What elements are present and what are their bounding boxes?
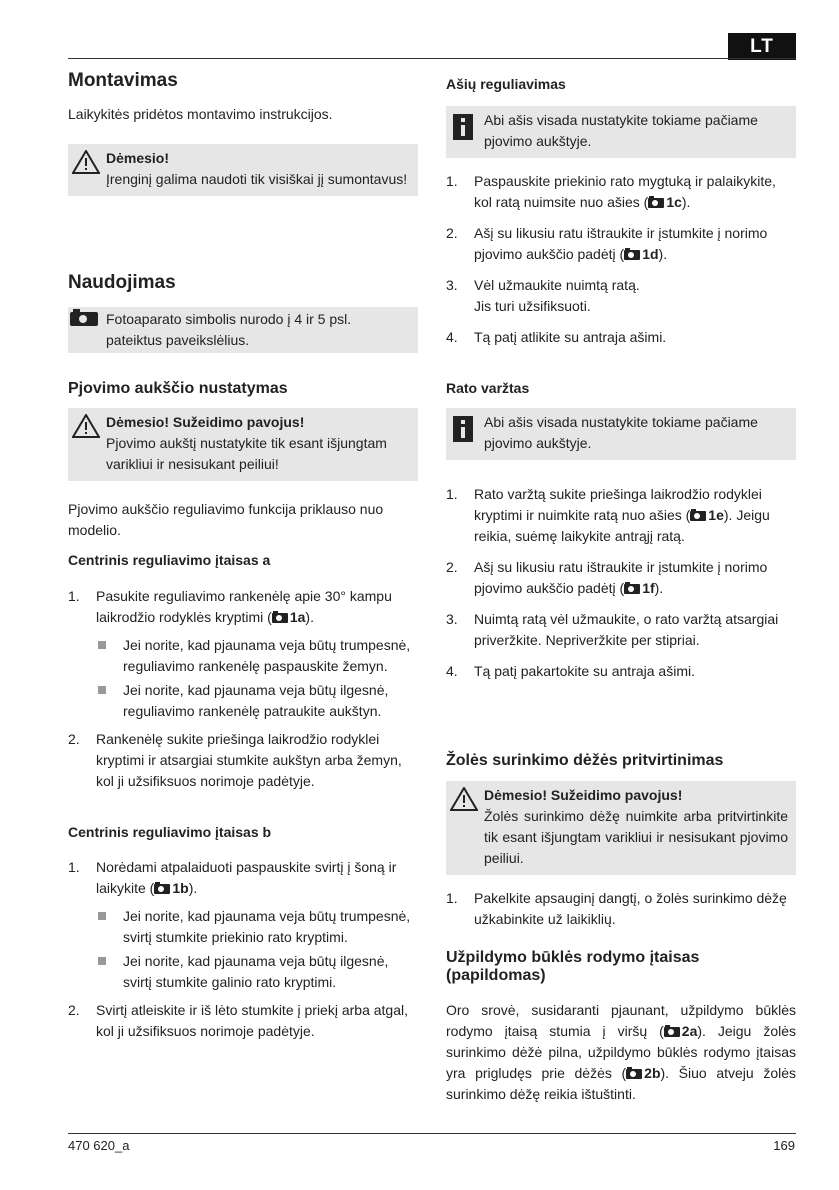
list-item: 3. Vėl užmaukite nuimtą ratą. Jis turi užsifiksuoti. bbox=[446, 277, 640, 314]
list-item: Jei norite, kad pjaunama veja būtų trumpesnė, reguliavimo rankenėlę paspauskite žemyn. bbox=[96, 635, 418, 677]
list-item: 2. Ašį su likusiu ratu ištraukite ir įstumkite į norimo pjovimo aukščio padėtį ( 1f). bbox=[446, 559, 768, 596]
rato-heading: Rato varžtas bbox=[446, 380, 530, 396]
warning-icon bbox=[450, 787, 478, 811]
warning-text: Žolės surinkimo dėžę nuimkite arba pritvirtinkite tik esant išjungtam varikliui ir nesisukant pjovimo peiliui. bbox=[484, 808, 788, 866]
warning-icon bbox=[72, 414, 100, 438]
list-item: 3. Nuimtą ratą vėl užmaukite, o rato varžtą atsargiai priveržkite. Nepriveržkite per stipriai. bbox=[446, 611, 779, 648]
camera-icon bbox=[690, 511, 706, 521]
montavimas-text: Laikykitės pridėtos montavimo instrukcijos. bbox=[68, 106, 333, 122]
camera-icon bbox=[154, 884, 170, 894]
camera-icon bbox=[624, 250, 640, 260]
language-badge: LT bbox=[728, 33, 796, 60]
centrinis-b-heading: Centrinis reguliavimo įtaisas b bbox=[68, 824, 272, 840]
zoles-steps bbox=[446, 888, 796, 930]
warning-text: Įrenginį galima naudoti tik visiškai jį sumontavus! bbox=[106, 171, 408, 187]
list-item: 2. Rankenėlę sukite priešinga laikrodžio rodyklei kryptimi ir atsargiai stumkite aukštyn arba žemyn, kol ji užsifiksuos norimoje padėtyje. bbox=[68, 731, 402, 789]
uzpildymo-text: Oro srovė, susidaranti pjaunant, užpildymo būklės rodymo įtaisą stumia į viršų ( 2a). Jeigu žolės surinkimo dėžė pilna, užpildymo būklės rodymo įtaisas yra prigludęs prie dėžės ( 2b). Šiuo atveju žolės surinkimo dėžę reikia ištuštinti. bbox=[446, 1002, 796, 1102]
pjovimo-heading: Pjovimo aukščio nustatymas bbox=[68, 380, 288, 397]
info-icon bbox=[453, 114, 473, 140]
top-divider bbox=[68, 58, 796, 59]
camera-icon bbox=[626, 1069, 642, 1079]
camera-icon bbox=[664, 1027, 680, 1037]
asiu-heading: Ašių reguliavimas bbox=[446, 76, 566, 92]
asiu-steps bbox=[446, 171, 796, 348]
warning-text: Pjovimo aukštį nustatykite tik esant išjungtam varikliui ir nesisukant peiliui! bbox=[106, 435, 387, 472]
pjovimo-text: Pjovimo aukščio reguliavimo funkcija priklauso nuo modelio. bbox=[68, 501, 384, 538]
rato-info: Abi ašis visada nustatykite tokiame pačiame pjovimo aukštyje. bbox=[446, 408, 796, 460]
naudojimas-heading: Naudojimas bbox=[68, 272, 176, 293]
camera-icon bbox=[70, 312, 98, 326]
list-item: 4. Tą patį atlikite su antraja ašimi. bbox=[446, 329, 667, 345]
zoles-heading: Žolės surinkimo dėžės pritvirtinimas bbox=[446, 752, 724, 769]
bullet-icon bbox=[98, 686, 106, 694]
list-item: 1. Pasukite reguliavimo rankenėlę apie 30° kampu laikrodžio rodyklės kryptimi ( 1a). Jei norite, kad pjaunama veja būtų trumpesnė, reguliavimo rankenėlę paspauskite žemyn. Jei norite, kad pjaunama veja būtų ilgesnė, reguliavimo rankenėlę patraukite aukštyn. bbox=[68, 586, 418, 722]
centrinis-a-heading: Centrinis reguliavimo įtaisas a bbox=[68, 552, 271, 568]
camera-note-text: Fotoaparato simbolis nurodo į 4 ir 5 psl. pateiktus paveikslėlius. bbox=[106, 311, 352, 348]
list-item: Jei norite, kad pjaunama veja būtų ilgesnė, reguliavimo rankenėlę patraukite aukštyn. bbox=[96, 680, 418, 722]
zoles-warning bbox=[446, 781, 796, 875]
bullet-icon bbox=[98, 912, 106, 920]
uzpildymo-heading: Užpildymo būklės rodymo įtaisas (papildomas) bbox=[446, 949, 700, 984]
page-number: 169 bbox=[773, 1138, 795, 1153]
list-item: 2. Ašį su likusiu ratu ištraukite ir įstumkite į norimo pjovimo aukščio padėtį ( 1d). bbox=[446, 225, 768, 262]
centrinis-a-steps bbox=[68, 586, 418, 792]
list-item: 4. Tą patį pakartokite su antraja ašimi. bbox=[446, 663, 695, 679]
camera-icon bbox=[648, 198, 664, 208]
warning-title: Dėmesio! bbox=[106, 150, 170, 166]
centrinis-b-steps bbox=[68, 857, 418, 1042]
list-item: 1. Norėdami atpalaiduoti paspauskite svirtį į šoną ir laikykite ( 1b). Jei norite, kad pjaunama veja būtų trumpesnė, svirtį stumkite priekinio rato kryptimi. Jei norite, kad pjaunama veja būtų ilgesnė, svirtį stumkite galinio rato kryptimi. bbox=[68, 857, 418, 993]
montavimas-heading: Montavimas bbox=[68, 70, 178, 91]
list-item: 1. Paspauskite priekinio rato mygtuką ir palaikykite, kol ratą nuimsite nuo ašies ( 1c). bbox=[446, 173, 776, 210]
list-item: 1. Rato varžtą sukite priešinga laikrodžio rodyklei kryptimi ir nuimkite ratą nuo ašies ( 1e). Jeigu reikia, suėmę laikykite antrąjį ratą. bbox=[446, 486, 770, 544]
warning-title: Dėmesio! Sužeidimo pavojus! bbox=[106, 414, 305, 430]
camera-icon bbox=[624, 584, 640, 594]
asiu-info: Abi ašis visada nustatykite tokiame pačiame pjovimo aukštyje. bbox=[446, 106, 796, 158]
left-column bbox=[68, 70, 418, 1042]
bullet-icon bbox=[98, 641, 106, 649]
rato-steps bbox=[446, 484, 796, 682]
list-item: 2. Svirtį atleiskite ir iš lėto stumkite į priekį arba atgal, kol ji užsifiksuos norimoje padėtyje. bbox=[68, 1002, 408, 1039]
warning-icon bbox=[72, 150, 100, 174]
montavimas-warning bbox=[68, 144, 418, 196]
list-item: Jei norite, kad pjaunama veja būtų trumpesnė, svirtį stumkite priekinio rato kryptimi. bbox=[96, 906, 418, 948]
list-item: Jei norite, kad pjaunama veja būtų ilgesnė, svirtį stumkite galinio rato kryptimi. bbox=[96, 951, 418, 993]
document-code: 470 620_a bbox=[68, 1138, 130, 1153]
list-item: 1. Pakelkite apsauginį dangtį, o žolės surinkimo dėžę užkabinkite už laikiklių. bbox=[446, 890, 787, 927]
right-column bbox=[446, 76, 796, 1105]
bullet-icon bbox=[98, 957, 106, 965]
camera-icon bbox=[272, 613, 288, 623]
pjovimo-warning bbox=[68, 408, 418, 481]
warning-title: Dėmesio! Sužeidimo pavojus! bbox=[484, 787, 683, 803]
bottom-divider bbox=[68, 1133, 796, 1134]
camera-note bbox=[68, 307, 418, 353]
info-icon bbox=[453, 416, 473, 442]
